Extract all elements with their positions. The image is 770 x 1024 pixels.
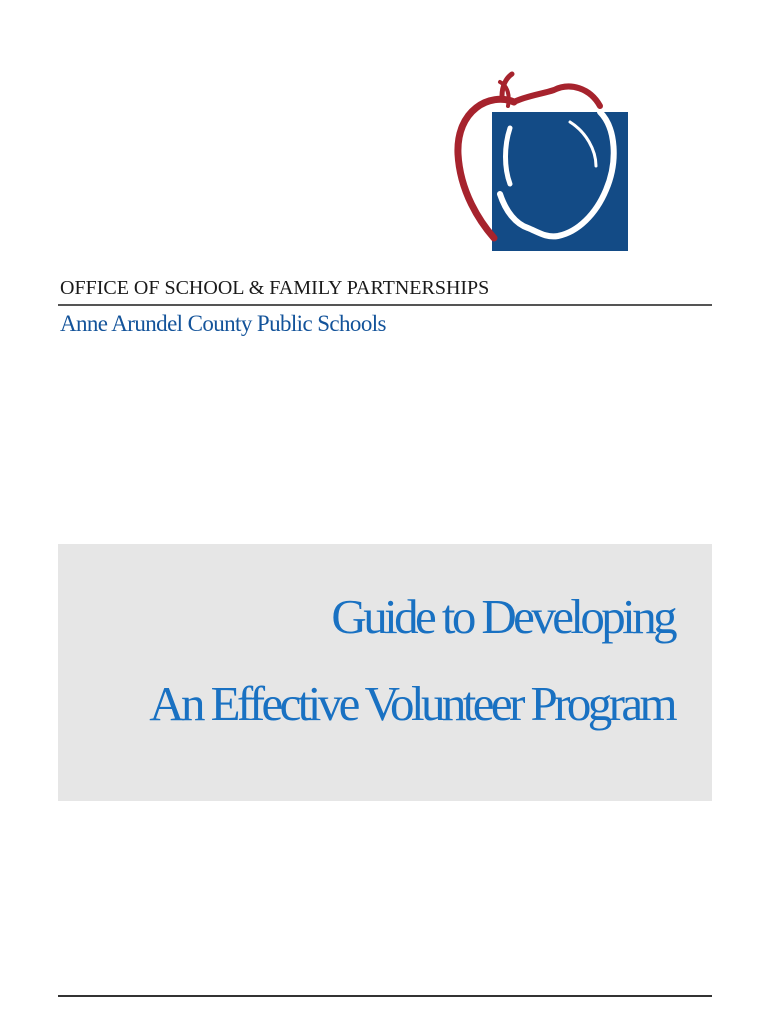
header-divider <box>58 304 712 306</box>
title-panel <box>58 544 712 801</box>
document-title-line-2: An Effective Volunteer Program <box>149 676 674 731</box>
footer-divider <box>58 995 712 997</box>
document-title-line-1: Guide to Developing <box>331 589 674 644</box>
district-name: Anne Arundel County Public Schools <box>60 311 386 336</box>
apple-logo-icon <box>450 62 634 254</box>
office-title: OFFICE OF SCHOOL & FAMILY PARTNERSHIPS <box>60 277 490 299</box>
